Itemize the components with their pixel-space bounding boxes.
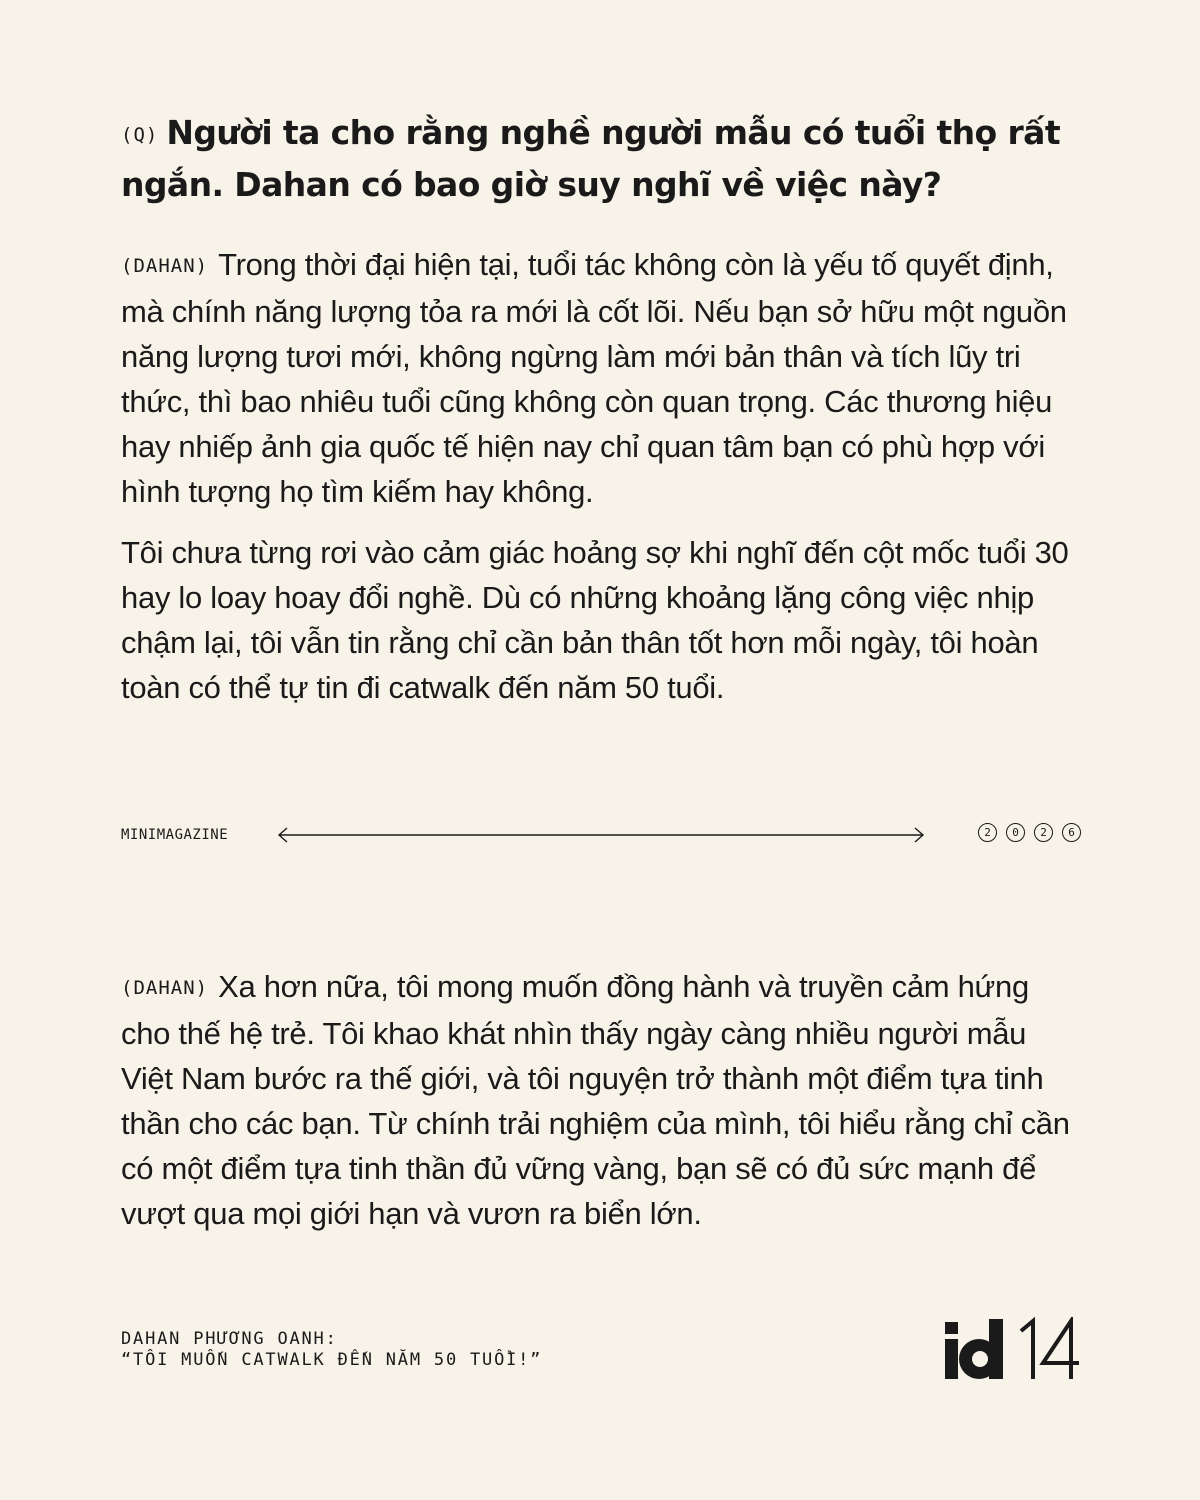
article-title [121,1329,542,1371]
speaker-tag: (DAHAN) [121,977,209,999]
year-digit: 6 [1062,823,1081,842]
speaker-tag: (DAHAN) [121,255,209,277]
question-tag: (Q) [121,124,159,146]
year-digit: 0 [1006,823,1025,842]
year-digit: 2 [1034,823,1053,842]
answer-text-3: Xa hơn nữa, tôi mong muốn đồng hành và truyền cảm hứng cho thế hệ trẻ. Tôi khao khát nhìn thấy ngày càng nhiều người mẫu Việt Nam bước ra thế giới, và tôi nguyện trở thành một điểm tựa tinh thần cho các bạn. Từ chính trải nghiệm của mình, tôi hiểu rằng chỉ cần có một điểm tựa tinh thần đủ vững vàng, bạn sẽ có đủ sức mạnh để vượt qua mọi giới hạn và vươn ra biển lớn. [121,969,1070,1231]
year-badge [978,823,1081,842]
double-arrow-icon [277,825,925,845]
question-text: Người ta cho rằng nghề người mẫu có tuổi thọ rất ngắn. Dahan có bao giờ suy nghĩ về việc này? [121,113,1061,204]
brand-label: MINIMAGAZINE [121,827,229,843]
answer-text-1: Trong thời đại hiện tại, tuổi tác không còn là yếu tố quyết định, mà chính năng lượng tỏa ra mới là cốt lõi. Nếu bạn sở hữu một nguồn năng lượng tươi mới, không ngừng làm mới bản thân và tích lũy tri thức, thì bao nhiêu tuổi cũng không còn quan trọng. Các thương hiệu hay nhiếp ảnh gia quốc tế hiện nay chỉ quan tâm bạn có phù hợp với hình tượng họ tìm kiếm hay không. [121,247,1067,509]
question-heading [121,108,1081,210]
id14-logo [943,1317,1081,1383]
answer-paragraph-1 [121,242,1081,514]
article-title-line-1: DAHAN PHƯƠNG OANH: [121,1329,338,1349]
answer-paragraph-2: Tôi chưa từng rơi vào cảm giác hoảng sợ khi nghĩ đến cột mốc tuổi 30 hay lo loay hoay đổi nghề. Dù có những khoảng lặng công việc nhịp chậm lại, tôi vẫn tin rằng chỉ cần bản thân tốt hơn mỗi ngày, tôi hoàn toàn có thể tự tin đi catwalk đến năm 50 tuổi. [121,535,1069,705]
year-digit: 2 [978,823,997,842]
section-divider [121,820,1081,850]
article-title-line-2: “TÔI MUỐN CATWALK ĐẾN NĂM 50 TUỔI!” [121,1350,543,1370]
answer-paragraph-3 [121,964,1081,1236]
